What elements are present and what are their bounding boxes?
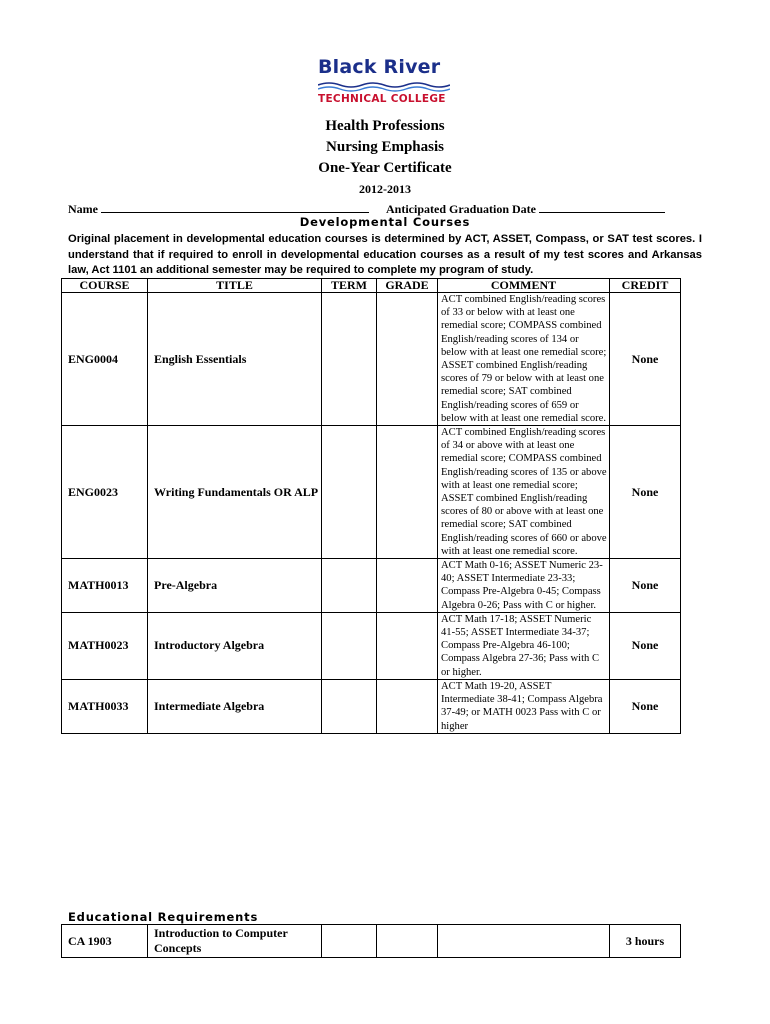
educational-requirements-table [61,924,681,958]
grade-cell[interactable] [377,925,438,958]
course-title: Intermediate Algebra [148,679,322,733]
academic-year: 2012-2013 [359,182,411,196]
title-line-1: Health Professions [325,118,445,134]
col-course: COURSE [62,279,148,293]
course-code: ENG0023 [62,426,148,559]
course-code: MATH0023 [62,612,148,679]
college-logo [314,56,454,106]
table-row [62,559,681,613]
col-term: TERM [322,279,377,293]
table-header-row [62,279,681,293]
placement-notice: Original placement in developmental education courses is determined by ACT, ASSET, Compass, or SAT test scores. I understand that if required to enroll in developmental education courses as a result of my test scores and Arkansas law, Act 1101 an additional semester may be required to complete my program of study. [68,233,702,276]
course-credit: None [610,293,681,426]
course-credit: None [610,612,681,679]
grade-cell[interactable] [377,293,438,426]
graduation-date-label: Anticipated Graduation Date [386,202,536,216]
course-comment: ACT Math 0-16; ASSET Numeric 23-40; ASSET Intermediate 23-33; Compass Pre-Algebra 0-45; Compass Algebra 0-26; Pass with C or higher. [438,559,610,613]
title-line-2: Nursing Emphasis [326,139,444,155]
grade-cell[interactable] [377,559,438,613]
course-comment: ACT Math 19-20, ASSET Intermediate 38-41; Compass Algebra 37-49; or MATH 0023 Pass with C or higher [438,679,610,733]
grade-cell[interactable] [377,426,438,559]
course-code: MATH0033 [62,679,148,733]
table-row [62,925,681,958]
course-comment: ACT Math 17-18; ASSET Numeric 41-55; ASSET Intermediate 34-37; Compass Pre-Algebra 46-100; Compass Algebra 27-36; Pass with C or higher. [438,612,610,679]
term-cell[interactable] [322,426,377,559]
name-blank[interactable] [101,200,369,213]
course-code: ENG0004 [62,293,148,426]
term-cell[interactable] [322,293,377,426]
course-title: Pre-Algebra [148,559,322,613]
comment-cell [438,925,610,958]
term-cell[interactable] [322,559,377,613]
course-comment: ACT combined English/reading scores of 34 or above with at least one remedial score; COMPASS combined English/reading scores of 135 or above with at least one remedial score; ASSET combined English/reading scores of 80 or above with at least one remedial score; SAT combined English/reading scores of 660 or above with at least one remedial score. [438,426,610,559]
logo-main-text: Black River [318,56,441,78]
course-comment: ACT combined English/reading scores of 33 or below with at least one remedial score; COMPASS combined English/reading scores of 134 or below with at least one remedial score; ASSET combined English/reading scores of 79 or below with at least one remedial score; SAT combined English/reading scores of 659 or below with at least one remedial score. [438,293,610,426]
table-row [62,612,681,679]
grade-cell[interactable] [377,679,438,733]
table-row [62,293,681,426]
col-grade: GRADE [377,279,438,293]
col-title: TITLE [148,279,322,293]
term-cell[interactable] [322,612,377,679]
course-credit: None [610,679,681,733]
grade-cell[interactable] [377,612,438,679]
course-credit: 3 hours [610,925,681,958]
col-credit: CREDIT [610,279,681,293]
graduation-date-blank[interactable] [539,200,665,213]
title-line-3: One-Year Certificate [318,160,452,176]
course-title: Introduction to Computer Concepts [148,925,322,958]
col-comment: COMMENT [438,279,610,293]
table-row [62,679,681,733]
course-title: Writing Fundamentals OR ALP [148,426,322,559]
term-cell[interactable] [322,925,377,958]
course-code: CA 1903 [62,925,148,958]
course-title: English Essentials [148,293,322,426]
name-label: Name [68,202,98,216]
developmental-courses-table [61,278,681,734]
document-title [0,116,770,198]
logo-sub-text: TECHNICAL COLLEGE [318,93,446,105]
table-row [62,426,681,559]
educational-heading: Educational Requirements [68,910,259,924]
course-title: Introductory Algebra [148,612,322,679]
course-credit: None [610,426,681,559]
developmental-heading: Developmental Courses [299,215,471,229]
term-cell[interactable] [322,679,377,733]
course-code: MATH0013 [62,559,148,613]
course-credit: None [610,559,681,613]
